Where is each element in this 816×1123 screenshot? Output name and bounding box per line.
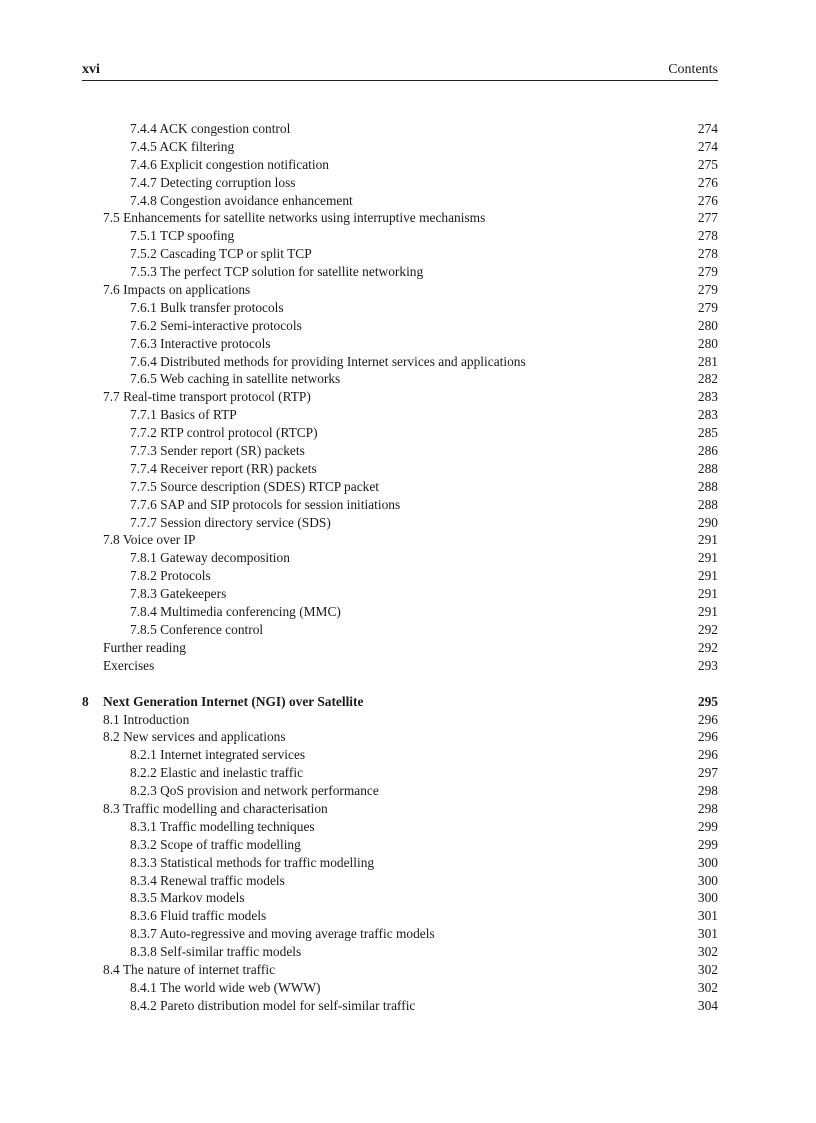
toc-entry[interactable] — [82, 782, 718, 800]
entry-title: 8.3.3 Statistical methods for traffic modelling — [130, 854, 375, 870]
entry-page-number: 291 — [697, 604, 718, 620]
entry-page-number: 301 — [697, 926, 718, 942]
entry-title: 8.3 Traffic modelling and characterisation — [103, 800, 328, 816]
entry-title: 8.4.1 The world wide web (WWW) — [130, 979, 321, 995]
entry-page-number: 274 — [697, 138, 718, 154]
entry-title: 8.2.3 QoS provision and network performance — [130, 783, 379, 799]
entry-page-number: 283 — [697, 407, 718, 423]
entry-title: 7.7.2 RTP control protocol (RTCP) — [130, 425, 318, 441]
entry-page-number: 302 — [697, 944, 718, 960]
toc-entry[interactable] — [82, 711, 718, 729]
toc-entry[interactable] — [82, 585, 718, 603]
chapter-number: 8 — [82, 693, 89, 709]
entry-title: 8.3.7 Auto-regressive and moving average traffic models — [130, 926, 435, 942]
toc-entry[interactable] — [82, 603, 718, 621]
toc-entry[interactable] — [82, 174, 718, 192]
toc-entry[interactable] — [82, 299, 718, 317]
entry-page-number: 276 — [697, 192, 718, 208]
entry-title: 7.8 Voice over IP — [103, 532, 196, 548]
entry-page-number: 298 — [697, 783, 718, 799]
entry-page-number: 277 — [697, 210, 718, 226]
toc-entry[interactable] — [82, 406, 718, 424]
toc-entry[interactable] — [82, 979, 718, 997]
entry-title: 7.7.6 SAP and SIP protocols for session initiations — [130, 496, 401, 512]
entry-page-number: 304 — [697, 997, 718, 1013]
entry-title: 7.4.7 Detecting corruption loss — [130, 174, 296, 190]
entry-title: 7.8.3 Gatekeepers — [130, 586, 227, 602]
entry-page-number: 299 — [697, 818, 718, 834]
entry-title: 7.6.2 Semi-interactive protocols — [130, 317, 302, 333]
entry-title: 8.3.5 Markov models — [130, 890, 245, 906]
toc-entry[interactable] — [82, 925, 718, 943]
entry-page-number: 296 — [697, 711, 718, 727]
entry-page-number: 291 — [697, 550, 718, 566]
entry-page-number: 281 — [697, 353, 718, 369]
entry-title: 7.7.4 Receiver report (RR) packets — [130, 460, 317, 476]
entry-title: 7.7.5 Source description (SDES) RTCP packet — [130, 478, 379, 494]
toc-entry[interactable] — [82, 531, 718, 549]
entry-title: 7.6 Impacts on applications — [103, 282, 251, 298]
entry-title: Exercises — [103, 657, 155, 673]
toc-entry[interactable] — [82, 514, 718, 532]
toc-entry[interactable] — [82, 657, 718, 675]
entry-page-number: 298 — [697, 800, 718, 816]
entry-title: 7.6.4 Distributed methods for providing Internet services and applications — [130, 353, 526, 369]
entry-page-number: 291 — [697, 586, 718, 602]
entry-page-number: 300 — [697, 854, 718, 870]
entry-page-number: 296 — [697, 729, 718, 745]
running-header — [82, 60, 718, 81]
entry-page-number: 283 — [697, 389, 718, 405]
entry-title: 8.3.8 Self-similar traffic models — [130, 944, 302, 960]
entry-title: Further reading — [103, 639, 186, 655]
toc-entry[interactable] — [82, 245, 718, 263]
entry-page-number: 301 — [697, 908, 718, 924]
entry-title: 8.4 The nature of internet traffic — [103, 961, 276, 977]
entry-page-number: 290 — [697, 514, 718, 530]
entry-title: 8.2 New services and applications — [103, 729, 286, 745]
toc-entry[interactable] — [82, 621, 718, 639]
entry-page-number: 279 — [697, 299, 718, 315]
entry-page-number: 299 — [697, 836, 718, 852]
toc-entry[interactable] — [82, 854, 718, 872]
entry-page-number: 292 — [697, 639, 718, 655]
entry-page-number: 291 — [697, 568, 718, 584]
toc-entry[interactable] — [82, 460, 718, 478]
entry-page-number: 275 — [697, 156, 718, 172]
toc-entry[interactable] — [82, 263, 718, 281]
entry-page-number: 279 — [697, 264, 718, 280]
chapter-title: Next Generation Internet (NGI) over Satellite — [103, 693, 364, 709]
toc-entry[interactable] — [82, 764, 718, 782]
entry-title: 7.8.2 Protocols — [130, 568, 211, 584]
entry-title: 7.7 Real-time transport protocol (RTP) — [103, 389, 311, 405]
toc-entry[interactable] — [82, 370, 718, 388]
toc-entry[interactable] — [82, 120, 718, 138]
chapter-entry[interactable] — [82, 693, 718, 711]
entry-page-number: 291 — [697, 532, 718, 548]
entry-page-number: 276 — [697, 174, 718, 190]
entry-page-number: 300 — [697, 872, 718, 888]
toc-entry[interactable] — [82, 281, 718, 299]
entry-page-number: 288 — [697, 496, 718, 512]
entry-title: 7.8.5 Conference control — [130, 621, 264, 637]
toc-entry[interactable] — [82, 388, 718, 406]
entry-title: 7.4.8 Congestion avoidance enhancement — [130, 192, 353, 208]
toc-entry[interactable] — [82, 138, 718, 156]
toc-entry[interactable] — [82, 156, 718, 174]
entry-title: 7.6.5 Web caching in satellite networks — [130, 371, 341, 387]
page-number: xvi — [82, 62, 100, 77]
entry-title: 7.4.4 ACK congestion control — [130, 121, 291, 136]
entry-title: 7.8.4 Multimedia conferencing (MMC) — [130, 604, 341, 620]
toc-entry[interactable] — [82, 889, 718, 907]
entry-page-number: 292 — [697, 621, 718, 637]
entry-title: 7.6.3 Interactive protocols — [130, 335, 271, 351]
toc-entry[interactable] — [82, 746, 718, 764]
entry-title: 7.5 Enhancements for satellite networks using interruptive mechanisms — [103, 210, 486, 226]
toc-entry[interactable] — [82, 836, 718, 854]
entry-page-number: 278 — [697, 246, 718, 262]
entry-page-number: 302 — [697, 961, 718, 977]
entry-title: 8.3.2 Scope of traffic modelling — [130, 836, 301, 852]
entry-page-number: 288 — [697, 478, 718, 494]
entry-title: 8.3.6 Fluid traffic models — [130, 908, 267, 924]
toc-entry[interactable] — [82, 800, 718, 818]
toc-entry[interactable] — [82, 907, 718, 925]
entry-title: 8.2.2 Elastic and inelastic traffic — [130, 765, 304, 781]
entry-title: 7.7.3 Sender report (SR) packets — [130, 443, 305, 459]
toc-entry[interactable] — [82, 639, 718, 657]
entry-title: 7.5.2 Cascading TCP or split TCP — [130, 246, 312, 262]
entry-title: 7.7.1 Basics of RTP — [130, 407, 237, 423]
entry-page-number: 300 — [697, 890, 718, 906]
toc-entry[interactable] — [82, 961, 718, 979]
entry-title: 8.1 Introduction — [103, 711, 190, 727]
entry-page-number: 296 — [697, 747, 718, 763]
toc-entry[interactable] — [82, 728, 718, 746]
entry-title: 8.3.1 Traffic modelling techniques — [130, 818, 315, 834]
entry-title: 7.7.7 Session directory service (SDS) — [130, 514, 331, 530]
toc-entry[interactable] — [82, 943, 718, 961]
entry-page-number: 302 — [697, 979, 718, 995]
entry-title: 7.8.1 Gateway decomposition — [130, 550, 290, 566]
table-of-contents — [82, 120, 718, 1015]
entry-page-number: 278 — [697, 228, 718, 244]
entry-page-number: 274 — [697, 121, 718, 136]
entry-page-number: 279 — [697, 282, 718, 298]
entry-page-number: 293 — [697, 657, 718, 673]
entry-title: 7.5.3 The perfect TCP solution for satellite networking — [130, 264, 424, 280]
toc-entry[interactable] — [82, 872, 718, 890]
toc-entry[interactable] — [82, 818, 718, 836]
toc-entry[interactable] — [82, 424, 718, 442]
entry-title: 8.3.4 Renewal traffic models — [130, 872, 285, 888]
entry-page-number: 297 — [697, 765, 718, 781]
entry-page-number: 280 — [697, 317, 718, 333]
entry-title: 8.2.1 Internet integrated services — [130, 747, 306, 763]
toc-entry[interactable] — [82, 192, 718, 210]
toc-entry[interactable] — [82, 227, 718, 245]
toc-entry[interactable] — [82, 997, 718, 1015]
entry-page-number: 285 — [697, 425, 718, 441]
toc-entry[interactable] — [82, 317, 718, 335]
entry-page-number: 280 — [697, 335, 718, 351]
entry-page-number: 295 — [697, 693, 718, 709]
entry-title: 7.4.5 ACK filtering — [130, 138, 235, 154]
toc-entry[interactable] — [82, 496, 718, 514]
entry-title: 7.4.6 Explicit congestion notification — [130, 156, 329, 172]
entry-page-number: 288 — [697, 460, 718, 476]
running-title: Contents — [668, 62, 718, 77]
toc-entry[interactable] — [82, 335, 718, 353]
entry-title: 7.5.1 TCP spoofing — [130, 228, 235, 244]
toc-entry[interactable] — [82, 353, 718, 371]
entry-title: 8.4.2 Pareto distribution model for self-similar traffic — [130, 997, 416, 1013]
toc-entry[interactable] — [82, 209, 718, 227]
toc-entry[interactable] — [82, 442, 718, 460]
entry-title: 7.6.1 Bulk transfer protocols — [130, 299, 284, 315]
entry-title — [82, 693, 363, 711]
entry-page-number: 286 — [697, 443, 718, 459]
toc-entry[interactable] — [82, 478, 718, 496]
toc-entry[interactable] — [82, 549, 718, 567]
entry-page-number: 282 — [697, 371, 718, 387]
toc-entry[interactable] — [82, 567, 718, 585]
